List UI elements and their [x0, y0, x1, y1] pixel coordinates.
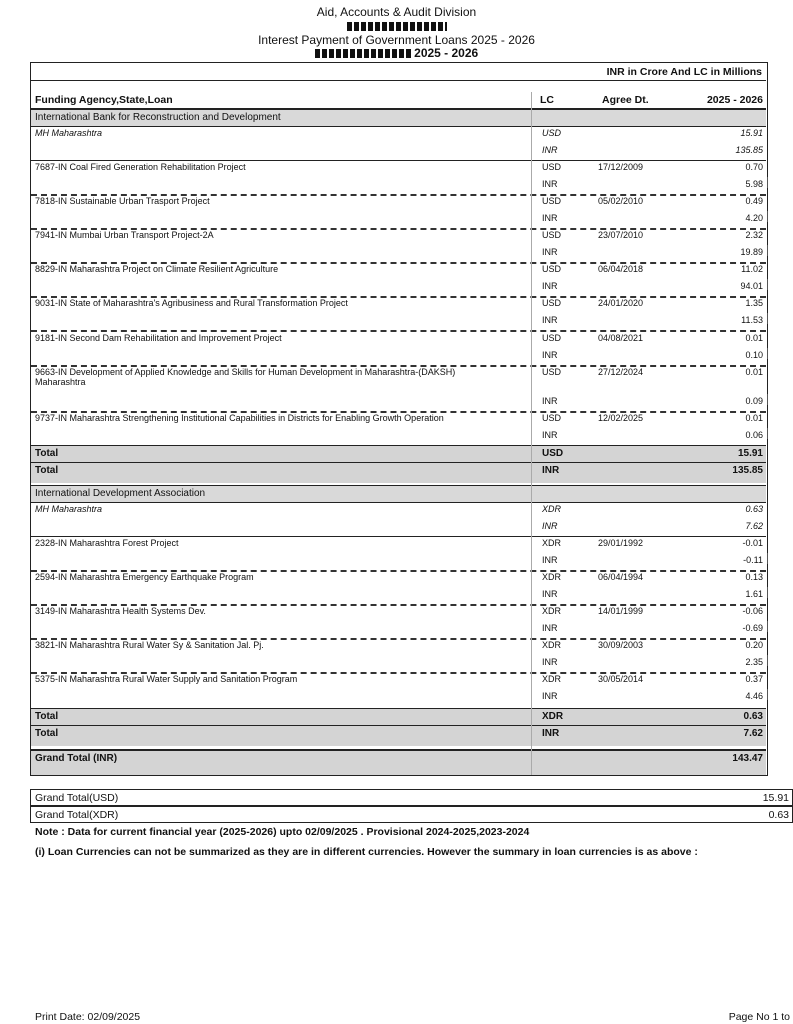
loan-name: 3149-IN Maharashtra Health Systems Dev. — [35, 606, 206, 616]
table-row — [31, 160, 766, 177]
loan-agree-date: 05/02/2010 — [598, 196, 644, 206]
loan-name: 2594-IN Maharashtra Emergency Earthquake Program — [35, 572, 254, 582]
total-label: Total — [35, 448, 59, 459]
loan-inr-code: INR — [542, 213, 558, 223]
agency-band-row — [31, 485, 766, 503]
grand-total-usd-value: 15.91 — [762, 792, 789, 804]
loan-lc-value: 0.01 — [745, 413, 763, 423]
loan-lc-code: XDR — [542, 606, 562, 616]
state-lc-code: XDR — [542, 504, 562, 514]
units-label: INR in Crore And LC in Millions — [606, 66, 762, 78]
note-loan-currencies: (i) Loan Currencies can not be summarized as they are in different currencies. However the summary in loan currencies is as above : — [35, 846, 698, 858]
loan-agree-date: 27/12/2024 — [598, 367, 644, 377]
total-inr-value: 7.62 — [743, 728, 763, 739]
table-row — [31, 331, 766, 348]
loan-agree-date: 24/01/2020 — [598, 298, 644, 308]
total-label: Total — [35, 465, 59, 476]
state-lc-code: USD — [542, 128, 562, 138]
loan-inr-value: 0.06 — [745, 430, 763, 440]
loan-name: 9663-IN Development of Applied Knowledge and Skills for Human Development in Maharashtra-(DAKSH) — [35, 367, 456, 377]
loan-inr-value: 19.89 — [740, 247, 763, 257]
value-tick — [767, 177, 768, 188]
state-lc-value: 15.91 — [740, 128, 763, 138]
agency-name: International Bank for Reconstruction and Development — [35, 112, 281, 123]
loan-agree-date: 30/09/2003 — [598, 640, 644, 650]
loan-lc-value: -0.06 — [742, 606, 763, 616]
column-header-row — [31, 92, 766, 109]
loan-lc-code: USD — [542, 298, 562, 308]
total-lc-code: XDR — [542, 711, 564, 722]
agency-band-row — [31, 109, 766, 127]
loan-agree-date: 29/01/1992 — [598, 538, 644, 548]
loan-inr-value: 2.35 — [745, 657, 763, 667]
value-tick — [767, 689, 768, 700]
value-tick — [767, 313, 768, 324]
division-title: Aid, Accounts & Audit Division — [316, 5, 477, 19]
table-row — [31, 194, 766, 211]
total-label: Total — [35, 728, 59, 739]
table-row — [31, 638, 766, 655]
loan-lc-value: 0.20 — [745, 640, 763, 650]
hindi-title-year: 2025 - 2026 — [414, 46, 479, 60]
loan-name-continued: Maharashtra — [35, 377, 86, 387]
table-row — [31, 245, 766, 262]
table-row — [31, 279, 766, 296]
state-name: MH Maharashtra — [35, 504, 103, 514]
total-inr-code: INR — [542, 728, 560, 739]
grand-total-label: Grand Total (INR) — [35, 753, 118, 764]
loan-inr-value: 5.98 — [745, 179, 763, 189]
loan-inr-code: INR — [542, 430, 558, 440]
total-inr-row — [31, 725, 766, 746]
value-tick — [767, 279, 768, 290]
table-row — [31, 428, 766, 445]
loan-agree-date: 06/04/1994 — [598, 572, 644, 582]
loan-inr-value: 4.46 — [745, 691, 763, 701]
loan-agree-date: 17/12/2009 — [598, 162, 644, 172]
table-row — [31, 570, 766, 587]
loan-lc-value: 0.01 — [745, 367, 763, 377]
total-inr-value: 135.85 — [732, 465, 763, 476]
loan-inr-value: -0.11 — [743, 555, 763, 565]
loan-lc-code: USD — [542, 264, 562, 274]
value-tick — [767, 348, 768, 359]
table-row — [31, 553, 766, 570]
loan-lc-code: XDR — [542, 572, 562, 582]
total-lc-value: 15.91 — [737, 448, 763, 459]
value-tick — [767, 211, 768, 222]
grand-total-xdr-row — [30, 806, 793, 823]
value-tick — [767, 587, 768, 598]
table-row — [31, 394, 766, 411]
loan-lc-value: 1.35 — [745, 298, 763, 308]
loan-inr-value: -0.69 — [742, 623, 763, 633]
col-name-header: Funding Agency,State,Loan — [35, 94, 173, 106]
units-row — [31, 63, 766, 81]
loan-inr-value: 94.01 — [740, 281, 763, 291]
col-value-header: 2025 - 2026 — [706, 94, 763, 106]
loan-inr-value: 0.09 — [745, 396, 763, 406]
note-financial-year: Note : Data for current financial year (2025-2026) upto 02/09/2025 . Provisional 2024-2025,2023-2024 — [35, 826, 530, 838]
value-tick — [767, 245, 768, 256]
table-row — [31, 655, 766, 672]
total-lc-row — [31, 708, 766, 726]
lc-column-divider — [531, 92, 532, 775]
value-tick — [767, 428, 768, 439]
table-row — [31, 689, 766, 706]
loan-lc-code: USD — [542, 230, 562, 240]
table-row — [31, 604, 766, 621]
value-tick — [767, 621, 768, 632]
value-tick — [767, 553, 768, 564]
table-row — [31, 621, 766, 638]
loan-lc-code: USD — [542, 162, 562, 172]
state-row — [31, 126, 766, 143]
state-inr-code: INR — [542, 521, 558, 531]
loan-lc-value: 0.37 — [745, 674, 763, 684]
loan-name: 9737-IN Maharashtra Strengthening Institutional Capabilities in Districts for Enabling Growth Operation — [35, 413, 444, 423]
loan-lc-value: 0.13 — [745, 572, 763, 582]
loan-inr-code: INR — [542, 315, 558, 325]
loan-agree-date: 30/05/2014 — [598, 674, 644, 684]
table-row — [31, 262, 766, 279]
loan-name: 9031-IN State of Maharashtra's Agribusiness and Rural Transformation Project — [35, 298, 348, 308]
loan-lc-code: USD — [542, 367, 562, 377]
state-name: MH Maharashtra — [35, 128, 103, 138]
print-date: Print Date: 02/09/2025 — [35, 1011, 141, 1023]
table-row — [31, 411, 766, 428]
loan-inr-value: 11.53 — [741, 315, 763, 325]
loan-inr-value: 1.61 — [745, 589, 763, 599]
value-tick — [767, 394, 768, 405]
loan-table — [30, 62, 768, 776]
loan-name: 7687-IN Coal Fired Generation Rehabilitation Project — [35, 162, 246, 172]
loan-lc-code: XDR — [542, 674, 562, 684]
state-lc-value: 0.63 — [745, 504, 763, 514]
state-inr-row — [31, 519, 766, 536]
state-inr-code: INR — [542, 145, 558, 155]
loan-inr-code: INR — [542, 555, 558, 565]
loan-lc-value: 0.70 — [745, 162, 763, 172]
loan-lc-code: XDR — [542, 640, 562, 650]
loan-name: 7818-IN Sustainable Urban Trasport Project — [35, 196, 210, 206]
loan-inr-value: 4.20 — [745, 213, 763, 223]
loan-lc-value: 0.49 — [745, 196, 763, 206]
state-inr-value: 7.62 — [745, 521, 763, 531]
report-title: Interest Payment of Government Loans 2025 - 2026 — [258, 33, 535, 47]
col-date-header: Agree Dt. — [602, 94, 649, 106]
loan-inr-value: 0.10 — [745, 350, 763, 360]
table-row — [31, 672, 766, 689]
grand-total-xdr-value: 0.63 — [768, 809, 789, 821]
grand-total-usd-row — [30, 789, 793, 806]
loan-agree-date: 06/04/2018 — [598, 264, 644, 274]
grand-total-row — [31, 749, 766, 775]
loan-lc-value: -0.01 — [742, 538, 763, 548]
total-lc-code: USD — [542, 448, 564, 459]
table-row — [31, 211, 766, 228]
loan-lc-code: XDR — [542, 538, 562, 548]
total-label: Total — [35, 711, 59, 722]
value-tick — [767, 655, 768, 666]
loan-agree-date: 23/07/2010 — [598, 230, 644, 240]
loan-agree-date: 12/02/2025 — [598, 413, 644, 423]
loan-lc-value: 2.32 — [745, 230, 763, 240]
total-lc-row — [31, 445, 766, 463]
loan-inr-code: INR — [542, 281, 558, 291]
table-row — [31, 296, 766, 313]
state-inr-row — [31, 143, 766, 160]
hindi-division-title — [0, 19, 793, 33]
total-inr-code: INR — [542, 465, 560, 476]
loan-name: 5375-IN Maharashtra Rural Water Supply and Sanitation Program — [35, 674, 298, 684]
loan-name: 7941-IN Mumbai Urban Transport Project-2A — [35, 230, 214, 240]
loan-inr-code: INR — [542, 350, 558, 360]
state-row — [31, 502, 766, 519]
loan-inr-code: INR — [542, 623, 558, 633]
loan-inr-code: INR — [542, 396, 558, 406]
loan-name: 9181-IN Second Dam Rehabilitation and Improvement Project — [35, 333, 282, 343]
table-row — [31, 348, 766, 365]
state-inr-value: 135.85 — [735, 145, 763, 155]
table-row — [31, 365, 766, 387]
loan-name: 8829-IN Maharashtra Project on Climate Resilient Agriculture — [35, 264, 279, 274]
hindi-report-title — [0, 46, 793, 60]
loan-lc-value: 11.02 — [741, 264, 763, 274]
col-lc-header: LC — [540, 94, 554, 106]
table-row — [31, 177, 766, 194]
loan-lc-code: USD — [542, 333, 562, 343]
grand-total-value: 143.47 — [732, 753, 763, 764]
grand-total-usd-label: Grand Total(USD) — [35, 792, 119, 804]
page-number: Page No 1 to — [728, 1011, 790, 1023]
loan-inr-code: INR — [542, 247, 558, 257]
total-inr-row — [31, 462, 766, 483]
loan-inr-code: INR — [542, 589, 558, 599]
grand-total-xdr-label: Grand Total(XDR) — [35, 809, 119, 821]
table-row — [31, 587, 766, 604]
table-row — [31, 313, 766, 330]
loan-agree-date: 14/01/1999 — [598, 606, 644, 616]
loan-inr-code: INR — [542, 179, 558, 189]
loan-inr-code: INR — [542, 657, 558, 667]
table-row — [31, 228, 766, 245]
loan-inr-code: INR — [542, 691, 558, 701]
loan-name: 2328-IN Maharashtra Forest Project — [35, 538, 179, 548]
total-lc-value: 0.63 — [743, 711, 763, 722]
loan-lc-code: USD — [542, 413, 562, 423]
loan-lc-code: USD — [542, 196, 562, 206]
loan-name: 3821-IN Maharashtra Rural Water Sy & Sanitation Jal. Pj. — [35, 640, 264, 650]
table-row — [31, 536, 766, 553]
loan-agree-date: 04/08/2021 — [598, 333, 644, 343]
loan-lc-value: 0.01 — [745, 333, 763, 343]
agency-name: International Development Association — [35, 488, 206, 499]
